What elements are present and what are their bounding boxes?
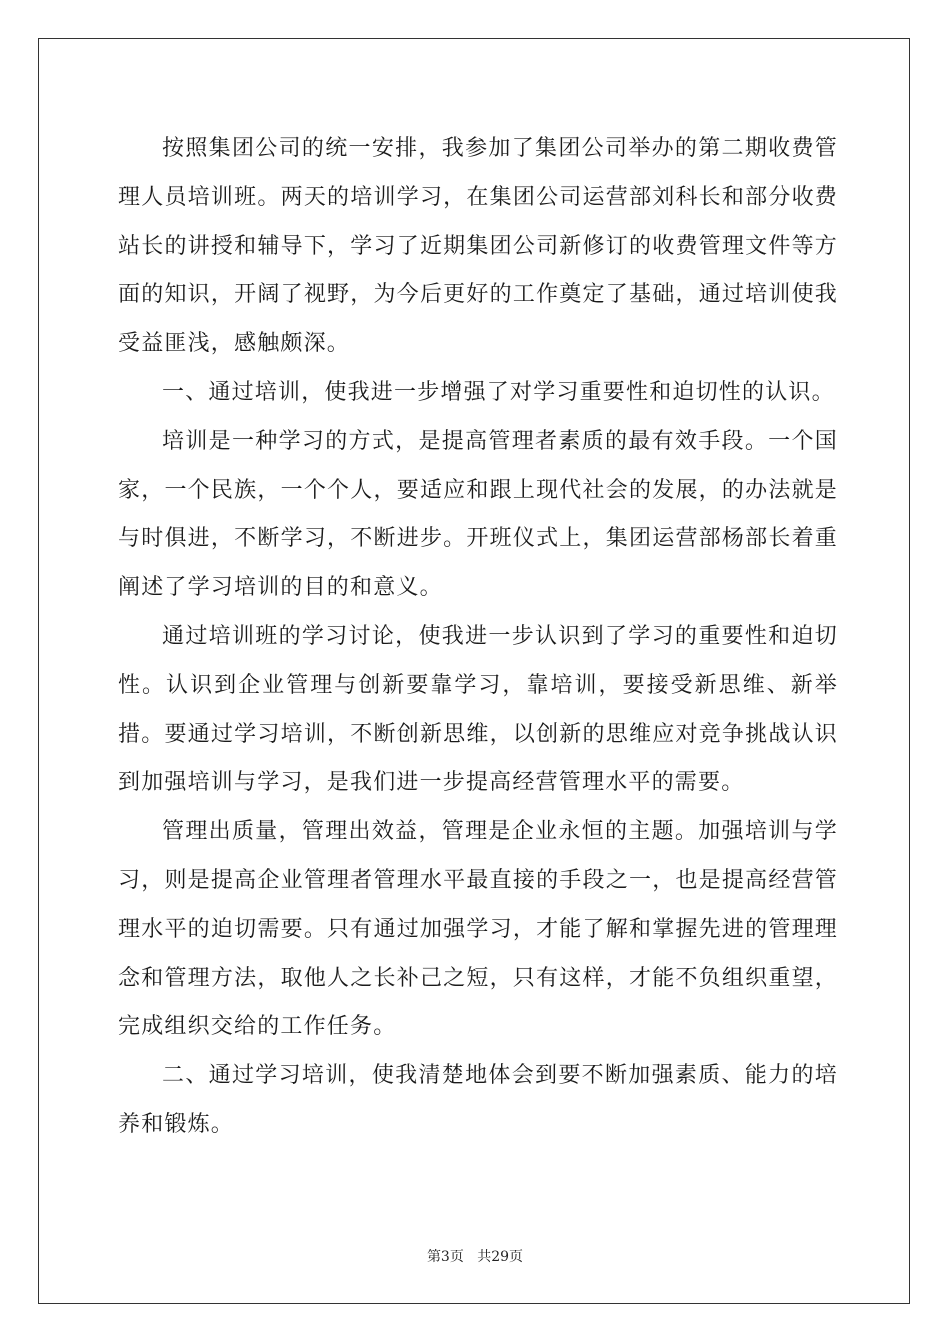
document-body bbox=[118, 125, 838, 1150]
paragraph-heading-two: 二、通过学习培训，使我清楚地体会到要不断加强素质、能力的培养和锻炼。 bbox=[118, 1063, 838, 1137]
page-total: 共29页 bbox=[477, 1249, 524, 1265]
paragraph-learning-discussion: 通过培训班的学习讨论，使我进一步认识到了学习的重要性和迫切性。认识到企业管理与创新要靠学习，靠培训，要接受新思维、新举措。要通过学习培训，不断创新思维，以创新的思维应对竞争挑战认识到加强培训与学习，是我们进一步提高经营管理水平的需要。 bbox=[118, 623, 838, 796]
paragraph-management-quality: 管理出质量，管理出效益，管理是企业永恒的主题。加强培训与学习，则是提高企业管理者管理水平最直接的手段之一，也是提高经营管理水平的迫切需要。只有通过加强学习，才能了解和掌握先进的管理理念和管理方法，取他人之长补己之短，只有这样，才能不负组织重望，完成组织交给的工作任务。 bbox=[118, 819, 838, 1040]
paragraph-training-method: 培训是一种学习的方式，是提高管理者素质的最有效手段。一个国家，一个民族，一个个人，要适应和跟上现代社会的发展，的办法就是与时俱进，不断学习，不断进步。开班仪式上，集团运营部杨部长着重阐述了学习培训的目的和意义。 bbox=[118, 428, 838, 601]
paragraph-heading-one: 一、通过培训，使我进一步增强了对学习重要性和迫切性的认识。 bbox=[162, 379, 835, 405]
page-footer bbox=[0, 1246, 950, 1266]
page-number: 第3页 bbox=[426, 1249, 464, 1265]
paragraph-intro: 按照集团公司的统一安排，我参加了集团公司举办的第二期收费管理人员培训班。两天的培训学习，在集团公司运营部刘科长和部分收费站长的讲授和辅导下，学习了近期集团公司新修订的收费管理文件等方面的知识，开阔了视野，为今后更好的工作奠定了基础，通过培训使我受益匪浅，感触颇深。 bbox=[118, 136, 838, 357]
